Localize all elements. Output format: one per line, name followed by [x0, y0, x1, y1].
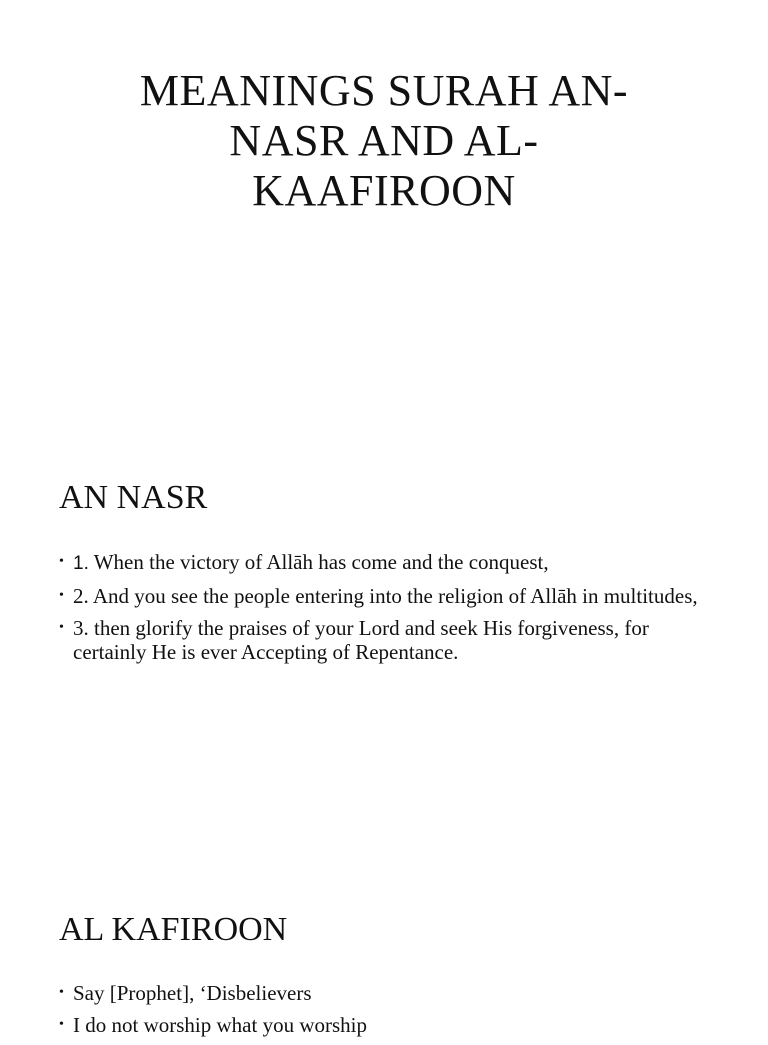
- al-kafiroon-heading: AL KAFIROON: [59, 911, 288, 948]
- presentation-title: [84, 66, 684, 216]
- verse-text: Say [Prophet], ‘Disbelievers: [73, 981, 312, 1005]
- list-item: [59, 981, 709, 1005]
- verse-text: When the victory of Allāh has come and the conquest,: [88, 550, 549, 574]
- list-item: [59, 1013, 709, 1037]
- title-line-3: KAAFIROON: [252, 166, 516, 215]
- an-nasr-slide: [0, 430, 768, 860]
- verse-text: then glorify the praises of your Lord and seek His forgiveness, for certainly He is ever Accepting of Repentance.: [73, 616, 649, 664]
- al-kafiroon-verse-list: [59, 981, 709, 1045]
- verse-number: 2.: [73, 584, 89, 608]
- title-slide: [0, 0, 768, 430]
- list-item: [59, 584, 709, 608]
- bullet-icon: •: [59, 985, 64, 1000]
- bullet-icon: •: [59, 554, 64, 569]
- bullet-icon: •: [59, 1017, 64, 1032]
- title-line-1: MEANINGS SURAH AN-: [139, 66, 629, 115]
- verse-number: 1.: [73, 553, 89, 574]
- an-nasr-verse-list: [59, 550, 709, 672]
- bullet-icon: •: [59, 588, 64, 603]
- al-kafiroon-slide: [0, 860, 768, 1037]
- list-item: [59, 616, 709, 664]
- verse-text: I do not worship what you worship: [73, 1013, 367, 1037]
- an-nasr-heading: AN NASR: [59, 479, 208, 516]
- list-item: [59, 550, 709, 576]
- bullet-icon: •: [59, 620, 64, 635]
- title-line-2: NASR AND AL-: [229, 116, 539, 165]
- verse-number: 3.: [73, 616, 89, 640]
- verse-text: And you see the people entering into the religion of Allāh in multitudes,: [88, 584, 698, 608]
